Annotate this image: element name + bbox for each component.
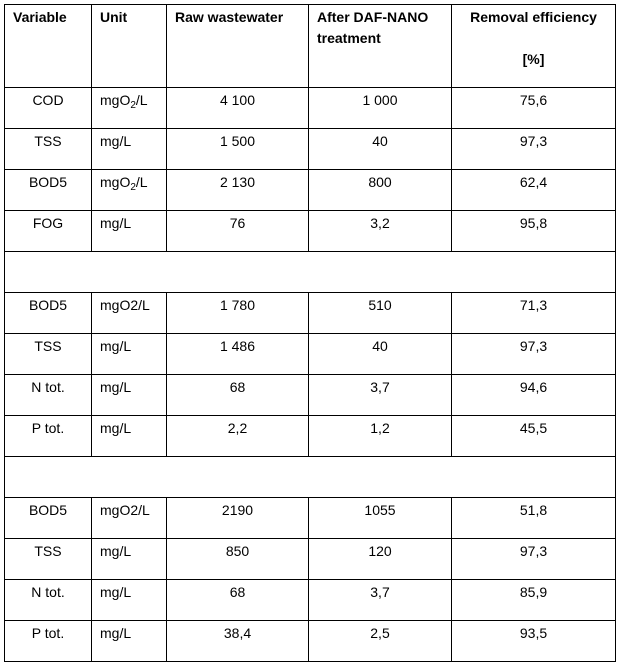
table-row [5,416,616,457]
after-value-cell: 2,5 [309,621,452,662]
table-row [5,129,616,170]
header-variable: Variable [5,5,92,88]
variable-cell: COD [5,88,92,129]
raw-value-cell: 2190 [167,498,309,539]
table-row [5,88,616,129]
unit-cell [92,539,167,580]
removal-value-cell: 95,8 [452,211,616,252]
variable-cell: P tot. [5,416,92,457]
unit-cell [92,334,167,375]
header-after-treatment: After DAF-NANO treatment [309,5,452,88]
table-body [5,88,616,662]
removal-value-cell: 97,3 [452,334,616,375]
raw-value-cell: 1 780 [167,293,309,334]
unit-cell [92,129,167,170]
removal-value-cell: 97,3 [452,539,616,580]
removal-value-cell: 97,3 [452,129,616,170]
header-removal-unit: [%] [522,51,545,67]
unit-cell [92,88,167,129]
table-row [5,621,616,662]
unit-cell [92,416,167,457]
table-row [5,498,616,539]
after-value-cell: 120 [309,539,452,580]
removal-value-cell: 71,3 [452,293,616,334]
unit-cell [92,170,167,211]
unit-cell [92,211,167,252]
variable-cell: BOD5 [5,293,92,334]
group-separator-cell [5,457,616,498]
table-row [5,375,616,416]
variable-cell: BOD5 [5,170,92,211]
unit-cell [92,498,167,539]
after-value-cell: 1 000 [309,88,452,129]
variable-cell: BOD5 [5,498,92,539]
unit-base: mgO2/L [100,297,150,313]
unit-base: mg/L [100,543,132,559]
unit-base: mg/L [100,379,132,395]
removal-value-cell: 62,4 [452,170,616,211]
variable-cell: N tot. [5,375,92,416]
variable-cell: TSS [5,539,92,580]
unit-base: mg/L [100,420,132,436]
header-removal-label: Removal efficiency [470,9,597,25]
unit-cell [92,375,167,416]
group-separator-row [5,252,616,293]
after-value-cell: 40 [309,129,452,170]
after-value-cell: 510 [309,293,452,334]
after-value-cell: 3,7 [309,375,452,416]
unit-tail: /L [135,92,148,108]
after-value-cell: 1055 [309,498,452,539]
table-row [5,211,616,252]
variable-cell: P tot. [5,621,92,662]
group-separator-row [5,457,616,498]
removal-value-cell: 93,5 [452,621,616,662]
group-separator-cell [5,252,616,293]
after-value-cell: 3,2 [309,211,452,252]
unit-subscript: 2 [130,182,136,193]
raw-value-cell: 38,4 [167,621,309,662]
variable-cell: TSS [5,129,92,170]
table-row [5,580,616,621]
unit-cell [92,621,167,662]
removal-value-cell: 45,5 [452,416,616,457]
unit-subscript: 2 [130,100,136,111]
unit-cell [92,580,167,621]
unit-base: mg/L [100,133,132,149]
removal-value-cell: 51,8 [452,498,616,539]
raw-value-cell: 2,2 [167,416,309,457]
unit-base: mgO [100,174,131,190]
unit-cell [92,293,167,334]
raw-value-cell: 4 100 [167,88,309,129]
wastewater-treatment-table [4,4,616,662]
removal-value-cell: 94,6 [452,375,616,416]
raw-value-cell: 1 486 [167,334,309,375]
variable-cell: TSS [5,334,92,375]
raw-value-cell: 850 [167,539,309,580]
unit-base: mg/L [100,584,132,600]
variable-cell: FOG [5,211,92,252]
header-removal-efficiency [452,5,616,88]
after-value-cell: 3,7 [309,580,452,621]
header-unit: Unit [92,5,167,88]
unit-base: mg/L [100,215,132,231]
table-row [5,170,616,211]
unit-base: mgO [100,92,131,108]
raw-value-cell: 2 130 [167,170,309,211]
raw-value-cell: 68 [167,580,309,621]
unit-base: mg/L [100,338,132,354]
unit-base: mgO2/L [100,502,150,518]
header-raw-wastewater: Raw wastewater [167,5,309,88]
table-row [5,334,616,375]
raw-value-cell: 76 [167,211,309,252]
table-row [5,539,616,580]
header-row [5,5,616,88]
raw-value-cell: 68 [167,375,309,416]
unit-tail: /L [135,174,148,190]
raw-value-cell: 1 500 [167,129,309,170]
variable-cell: N tot. [5,580,92,621]
after-value-cell: 1,2 [309,416,452,457]
table-row [5,293,616,334]
unit-base: mg/L [100,625,132,641]
removal-value-cell: 75,6 [452,88,616,129]
after-value-cell: 40 [309,334,452,375]
removal-value-cell: 85,9 [452,580,616,621]
after-value-cell: 800 [309,170,452,211]
